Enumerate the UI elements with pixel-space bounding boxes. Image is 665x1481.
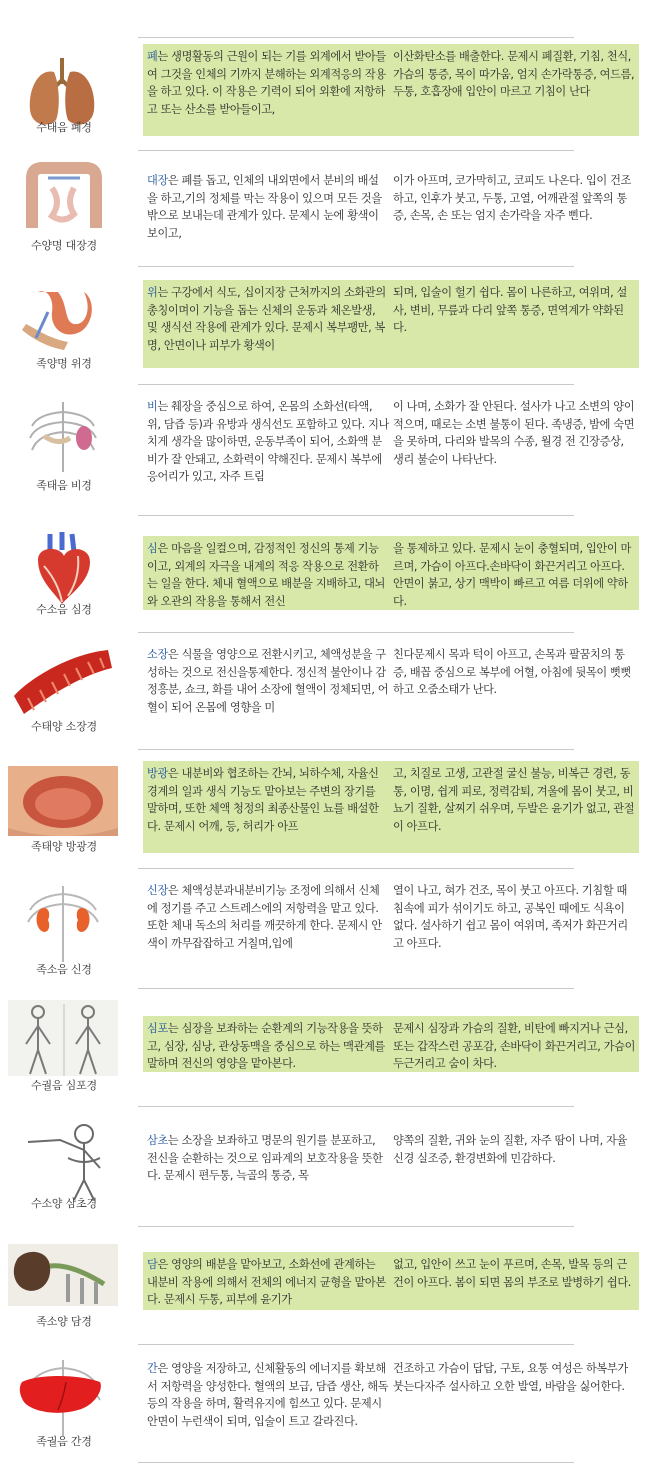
- stomach-icon: [8, 278, 118, 362]
- description-col-2: 이 나며, 소화가 잘 안된다. 설사가 나고 소변의 양이 적으며, 때로는 소변 불통이 된다. 족냉증, 밤에 숙면을 못하며, 다리와 발목의 수종, 월경 전 긴장증상, 생리 불순이 나타난다.: [393, 400, 635, 466]
- organ-name: 비: [147, 400, 158, 413]
- description-col-1: 담은 영양의 배분을 맡아보고, 소화선에 관계하는 내분비 작용에 의해서 전체의 에너지 균형을 맡아본다. 문제시 두통, 피부에 윤기가: [147, 1258, 386, 1307]
- large-intestine-icon: [8, 158, 118, 242]
- meridian-caption: 족소양 담경: [36, 1315, 92, 1328]
- triple-burner-icon: [8, 1118, 118, 1202]
- divider: [138, 515, 574, 516]
- organ-name: 심: [147, 542, 158, 555]
- meridian-description: [143, 642, 639, 730]
- organ-name: 대장: [147, 174, 168, 187]
- description-col-1: 폐는 생명활동의 근원이 되는 기를 외계에서 받아들여 그것을 인체의 기까지 분해하는 외계적응의 작용을 하고 있다. 이 작용은 기력이 되어 외환에 저항하고 또는 산소를 받아들이고,: [147, 50, 386, 116]
- description-col-2: 문제시 심장과 가슴의 질환, 비탄에 빠지거나 근심, 또는 갑작스런 공포감, 손바닥이 화끈거리고, 가슴이 두근거리고 숨이 차다.: [393, 1022, 636, 1071]
- divider: [138, 150, 574, 151]
- divider: [138, 1462, 574, 1463]
- meridian-description: [143, 44, 639, 136]
- meridian-description: [143, 761, 639, 853]
- description-col-2: 열이 나고, 혀가 건조, 목이 붓고 아프다. 기침할 때 침속에 피가 섞이기도 하고, 공복인 때에도 식욕이 없다. 설사하기 쉽고 몸이 여위며, 족저가 화끈거리고 아프다.: [393, 884, 628, 950]
- meridian-caption: 족태음 비경: [36, 479, 92, 492]
- meridian-description: [143, 1128, 639, 1204]
- description-col-2: 고, 치질로 고생, 고관절 굴신 불능, 비복근 경련, 동통, 이명, 쉽게 피로, 정력감퇴, 겨울에 몸이 붓고, 비뇨기 질환, 살찌기 쉬우며, 두발은 윤기가 없고, 관절이 아프다.: [393, 767, 635, 833]
- divider: [138, 868, 574, 869]
- divider: [138, 988, 574, 989]
- divider: [138, 384, 574, 385]
- divider: [138, 1226, 574, 1227]
- description-col-1: 심은 마음을 일컬으며, 감정적인 정신의 통제 기능이고, 외계의 자극을 내계의 적응 작용으로 전환하는 일을 한다. 체내 혈액으로 배분을 지배하고, 대뇌와 오관의 작용을 통해서 전신: [147, 542, 385, 608]
- meridian-caption: 족태양 방광경: [31, 840, 97, 853]
- meridian-caption: 수소양 삼초경: [31, 1197, 97, 1210]
- organ-name: 위: [147, 286, 158, 299]
- kidney-icon: [8, 882, 118, 966]
- meridian-caption: 수양명 대장경: [31, 239, 97, 252]
- meridian-caption: 수태음 폐경: [36, 121, 92, 134]
- organ-name: 폐: [147, 50, 158, 63]
- description-col-1: 간은 영양을 저장하고, 신체활동의 에너지를 확보해서 저항력을 양성한다. 혈액의 보급, 담즙 생산, 해독 등의 작용을 하며, 활력유지에 힘쓰고 있다. 문제시 안면이 누런색이 되며, 입술이 트고 갈라진다.: [147, 1362, 389, 1428]
- meridian-caption: 수궐음 심포경: [31, 1079, 97, 1092]
- description-col-2: 친다문제시 목과 턱이 아프고, 손목과 팔꿈치의 통증, 배꼽 중심으로 복부에 어혈, 아침에 뒷목이 뻣뻣하고 오줌소태가 난다.: [393, 648, 631, 697]
- description-col-2: 을 통제하고 있다. 문제시 눈이 충혈되며, 입안이 마르며, 가슴이 아프다.손바닥이 화끈거리고 아프다. 안면이 붉고, 상기 맥박이 빠르고 여름 더위에 약하다.: [393, 542, 631, 608]
- meridian-description: [143, 1016, 639, 1072]
- organ-name: 소장: [147, 648, 168, 661]
- heart-icon: [8, 526, 118, 610]
- organ-name: 담: [147, 1258, 158, 1271]
- meridian-caption: 수태양 소장경: [31, 720, 97, 733]
- organ-name: 간: [147, 1362, 158, 1375]
- meridian-description: [143, 878, 639, 970]
- meridian-description: [143, 536, 639, 610]
- description-col-1: 방광은 내분비와 협조하는 간뇌, 뇌하수체, 자율신경계의 일과 생식 기능도 맡아보는 주변의 장기를 말하며, 또한 체액 청정의 최종산물인 뇨를 배설한다. 문제시 어깨, 등, 허리가 아프: [147, 767, 379, 833]
- meridian-description: [143, 168, 639, 248]
- description-col-2: 건조하고 가슴이 답답, 구토, 요통 여성은 하복부가 붓는다자주 설사하고 오한 발열, 바람을 싫어한다.: [393, 1362, 628, 1393]
- meridian-caption: 족궐음 간경: [36, 1435, 92, 1448]
- meridian-description: [143, 280, 639, 368]
- meridian-description: [143, 1356, 639, 1448]
- description-col-1: 대장은 폐를 돕고, 인체의 내외면에서 분비의 배설을 하고,기의 정체를 막는 작용이 있으며 모든 것을 밖으로 보내는데 관계가 있다. 문제시 눈에 황색이 보이고,: [147, 174, 382, 240]
- divider: [138, 37, 574, 38]
- description-col-1: 삼초는 소장을 보좌하고 명문의 원기를 분포하고, 전신을 순환하는 것으로 임파계의 보호작용을 뜻한다. 문제시 편두통, 늑골의 통증, 목: [147, 1134, 383, 1183]
- description-col-1: 신장은 체액성분과내분비기능 조정에 의해서 신체에 정기를 주고 스트레스에의 저항력을 맡고 있다. 또한 체내 독소의 처리를 깨끗하게 한다. 문제시 안색이 까무잡잡하고 거칠며,입에: [147, 884, 382, 950]
- meridian-description: [143, 1252, 639, 1310]
- description-col-2: 되며, 입술이 헐기 쉽다. 몸이 나른하고, 여위며, 설사, 변비, 무릎과 다리 앞쪽 통증, 면역계가 약화된다.: [393, 286, 627, 335]
- description-col-1: 비는 췌장을 중심으로 하여, 온몸의 소화선(타액, 위, 담즙 등)과 유방과 생식선도 포함하고 있다. 지나치게 생각을 많이하면, 운동부족이 되어, 소화액 분비가 잘 안돼고, 소화력이 약해진다. 문제시 복부에 응어리가 있고, 자주 트림: [147, 400, 390, 484]
- liver-icon: [8, 1356, 118, 1440]
- pericardium-icon: [8, 1000, 118, 1084]
- organ-name: 삼초: [147, 1134, 168, 1147]
- organ-name: 신장: [147, 884, 168, 897]
- divider: [138, 749, 574, 750]
- meridian-caption: 족소음 신경: [36, 963, 92, 976]
- meridian-description: [143, 394, 639, 504]
- organ-name: 심포: [147, 1022, 168, 1035]
- small-intestine-icon: [8, 640, 118, 724]
- description-col-2: 이산화탄소를 배출한다. 문제시 폐질환, 기침, 천식, 가슴의 통증, 목이 따가움, 엄지 손가락통증, 여드름, 두통, 호흡장애 입안이 마르고 기침이 난다: [393, 50, 635, 99]
- divider: [138, 1106, 574, 1107]
- divider: [138, 266, 574, 267]
- description-col-2: 없고, 입안이 쓰고 눈이 푸르며, 손목, 발목 등의 근건이 아프다. 봄이 되면 몸의 부조로 발병하기 쉽다.: [393, 1258, 631, 1289]
- meridian-caption: 족양명 위경: [36, 357, 92, 370]
- description-col-2: 양쪽의 질환, 귀와 눈의 질환, 자주 땀이 나며, 자율신경 실조증, 환경변화에 민감하다.: [393, 1134, 627, 1165]
- meridian-caption: 수소음 심경: [36, 603, 92, 616]
- spleen-icon: [8, 396, 118, 480]
- description-col-1: 위는 구강에서 식도, 십이지장 근처까지의 소화관의 총칭이며이 기능을 돕는 신체의 운동과 체온발생, 및 생식선 작용에 관계가 있다. 문제시 복부팽만, 복명, 안면이나 피부가 황색이: [147, 286, 386, 352]
- organ-name: 방광: [147, 767, 168, 780]
- divider: [138, 632, 574, 633]
- description-col-2: 이가 아프며, 코가막히고, 코피도 나온다. 입이 건조하고, 인후가 붓고, 두통, 고열, 어깨관절 앞쪽의 통증, 손목, 손 또는 엄지 손가락을 자주 삔다.: [393, 174, 631, 223]
- description-col-1: 심포는 심장을 보좌하는 순환계의 기능작용을 뜻하고, 심장, 심낭, 관상동맥을 중심으로 하는 맥관계를 말하며 전신의 영양을 맡아본다.: [147, 1022, 385, 1071]
- divider: [138, 1344, 574, 1345]
- description-col-1: 소장은 식물을 영양으로 전환시키고, 체액성분을 구성하는 것으로 전신을통제한다. 정신적 불안이나 감정흥분, 쇼크, 화를 내어 소장에 혈액이 정체되면, 어혈이 되어 온몸에 영향을 미: [147, 648, 389, 714]
